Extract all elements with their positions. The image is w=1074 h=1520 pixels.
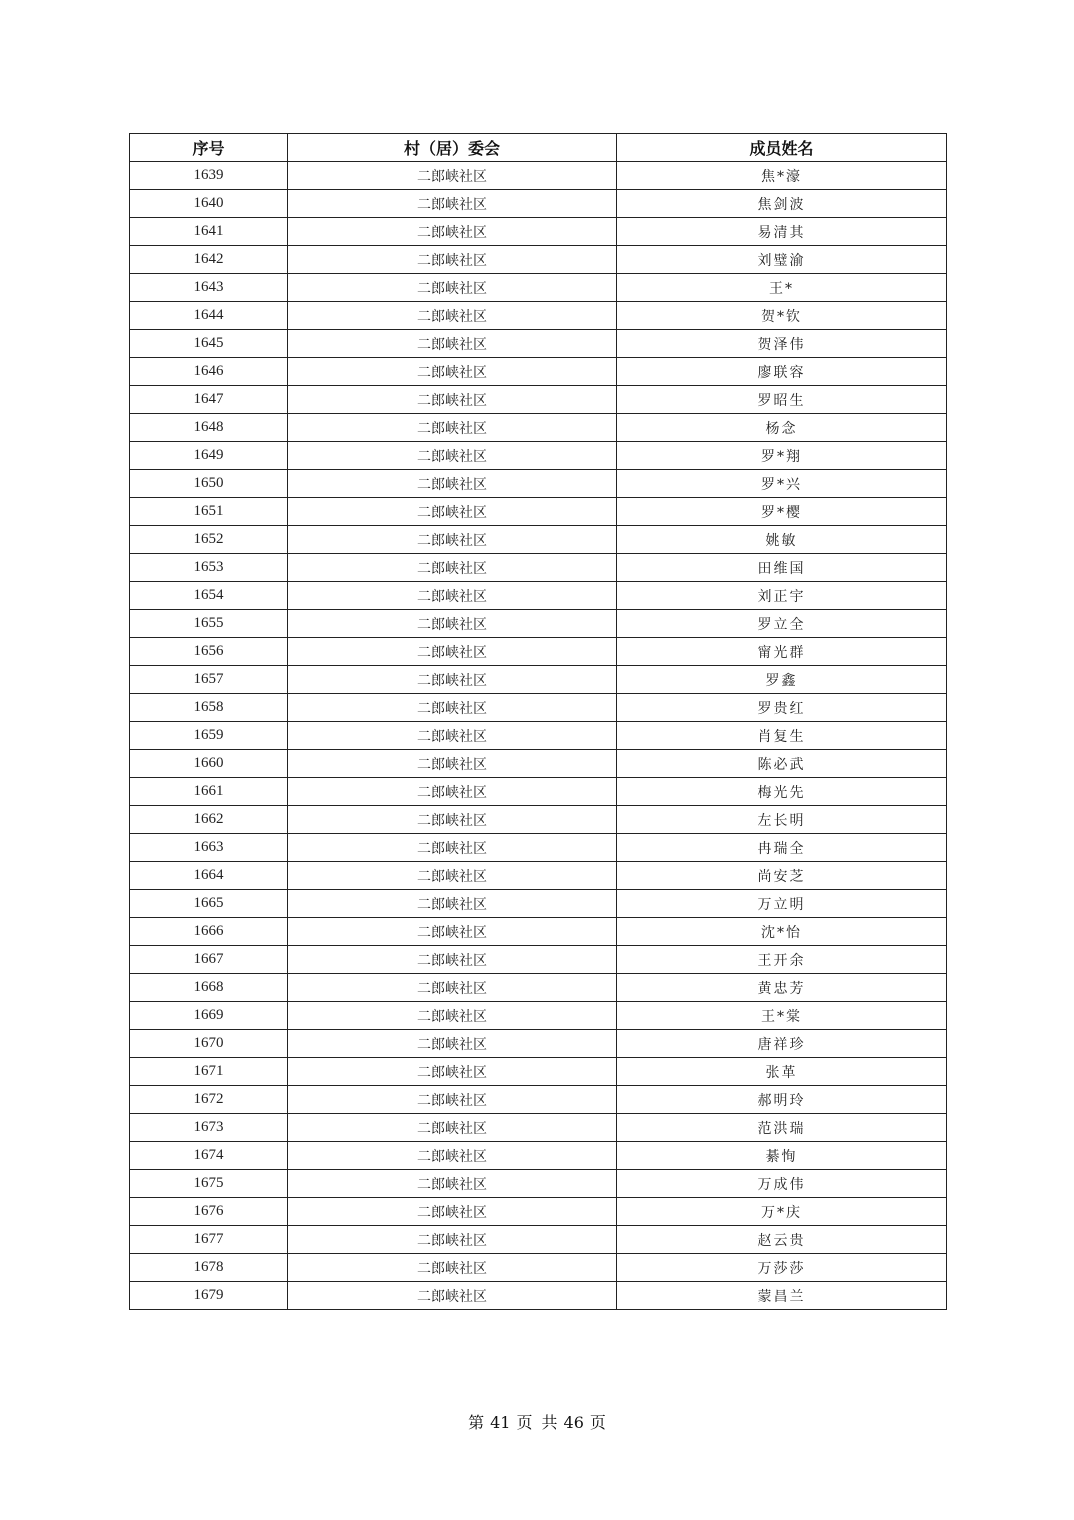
serial-number-cell: 1646	[130, 358, 288, 386]
committee-cell: 二郎峡社区	[288, 610, 617, 638]
serial-number-cell: 1658	[130, 694, 288, 722]
table-row	[130, 1142, 947, 1170]
member-name-cell: 唐祥珍	[617, 1030, 947, 1058]
committee-cell: 二郎峡社区	[288, 1086, 617, 1114]
member-name-cell: 罗鑫	[617, 666, 947, 694]
table-row	[130, 694, 947, 722]
table-row	[130, 246, 947, 274]
member-name-cell: 姚敏	[617, 526, 947, 554]
serial-number-cell: 1642	[130, 246, 288, 274]
serial-number-cell: 1641	[130, 218, 288, 246]
serial-number-cell: 1662	[130, 806, 288, 834]
table-row	[130, 666, 947, 694]
committee-cell: 二郎峡社区	[288, 722, 617, 750]
serial-number-cell: 1673	[130, 1114, 288, 1142]
committee-cell: 二郎峡社区	[288, 190, 617, 218]
member-name-cell: 焦剑波	[617, 190, 947, 218]
member-name-cell: 张革	[617, 1058, 947, 1086]
table-row	[130, 1114, 947, 1142]
member-name-cell: 刘正宇	[617, 582, 947, 610]
serial-number-cell: 1676	[130, 1198, 288, 1226]
committee-cell: 二郎峡社区	[288, 1282, 617, 1310]
committee-cell: 二郎峡社区	[288, 862, 617, 890]
serial-number-cell: 1670	[130, 1030, 288, 1058]
member-name-cell: 田维国	[617, 554, 947, 582]
committee-cell: 二郎峡社区	[288, 246, 617, 274]
committee-cell: 二郎峡社区	[288, 218, 617, 246]
committee-cell: 二郎峡社区	[288, 386, 617, 414]
table-row	[130, 218, 947, 246]
member-name-cell: 万成伟	[617, 1170, 947, 1198]
member-name-cell: 郝明玲	[617, 1086, 947, 1114]
serial-number-cell: 1653	[130, 554, 288, 582]
table-row	[130, 414, 947, 442]
table-header	[130, 134, 947, 162]
member-name-cell: 易清其	[617, 218, 947, 246]
serial-number-cell: 1677	[130, 1226, 288, 1254]
serial-number-cell: 1674	[130, 1142, 288, 1170]
member-name-cell: 赵云贵	[617, 1226, 947, 1254]
table-row	[130, 722, 947, 750]
member-name-cell: 杨念	[617, 414, 947, 442]
member-name-cell: 尚安芝	[617, 862, 947, 890]
serial-number-cell: 1644	[130, 302, 288, 330]
header-row	[130, 134, 947, 162]
serial-number-cell: 1649	[130, 442, 288, 470]
table-row	[130, 974, 947, 1002]
member-table	[129, 133, 947, 1310]
committee-cell: 二郎峡社区	[288, 274, 617, 302]
serial-number-cell: 1657	[130, 666, 288, 694]
table-row	[130, 946, 947, 974]
table-row	[130, 582, 947, 610]
serial-number-cell: 1647	[130, 386, 288, 414]
member-name-cell: 贺泽伟	[617, 330, 947, 358]
committee-cell: 二郎峡社区	[288, 750, 617, 778]
serial-number-cell: 1645	[130, 330, 288, 358]
serial-number-cell: 1672	[130, 1086, 288, 1114]
member-name-cell: 王*	[617, 274, 947, 302]
header-member-name: 成员姓名	[617, 134, 947, 162]
serial-number-cell: 1661	[130, 778, 288, 806]
table-row	[130, 554, 947, 582]
member-name-cell: 焦*濠	[617, 162, 947, 190]
member-name-cell: 沈*怡	[617, 918, 947, 946]
table-row	[130, 834, 947, 862]
member-name-cell: 冉瑞全	[617, 834, 947, 862]
footer-middle: 页 共	[516, 1413, 558, 1432]
serial-number-cell: 1678	[130, 1254, 288, 1282]
member-name-cell: 罗贵红	[617, 694, 947, 722]
footer-page-number: 41	[490, 1413, 511, 1432]
committee-cell: 二郎峡社区	[288, 414, 617, 442]
table-row	[130, 1226, 947, 1254]
member-name-cell: 梅光先	[617, 778, 947, 806]
committee-cell: 二郎峡社区	[288, 1002, 617, 1030]
member-name-cell: 万立明	[617, 890, 947, 918]
serial-number-cell: 1669	[130, 1002, 288, 1030]
table-row	[130, 1282, 947, 1310]
serial-number-cell: 1656	[130, 638, 288, 666]
serial-number-cell: 1654	[130, 582, 288, 610]
committee-cell: 二郎峡社区	[288, 470, 617, 498]
header-serial-number: 序号	[130, 134, 288, 162]
member-name-cell: 綦恂	[617, 1142, 947, 1170]
member-name-cell: 廖联容	[617, 358, 947, 386]
member-name-cell: 王*棠	[617, 1002, 947, 1030]
table-row	[130, 302, 947, 330]
committee-cell: 二郎峡社区	[288, 582, 617, 610]
committee-cell: 二郎峡社区	[288, 330, 617, 358]
serial-number-cell: 1652	[130, 526, 288, 554]
committee-cell: 二郎峡社区	[288, 1226, 617, 1254]
serial-number-cell: 1666	[130, 918, 288, 946]
member-name-cell: 肖复生	[617, 722, 947, 750]
member-name-cell: 王开余	[617, 946, 947, 974]
member-name-cell: 黄忠芳	[617, 974, 947, 1002]
table-row	[130, 918, 947, 946]
member-name-cell: 罗*翔	[617, 442, 947, 470]
footer-suffix: 页	[589, 1413, 606, 1432]
committee-cell: 二郎峡社区	[288, 1114, 617, 1142]
footer-total-pages: 46	[563, 1413, 584, 1432]
committee-cell: 二郎峡社区	[288, 162, 617, 190]
table-row	[130, 470, 947, 498]
member-name-cell: 甯光群	[617, 638, 947, 666]
member-name-cell: 蒙昌兰	[617, 1282, 947, 1310]
committee-cell: 二郎峡社区	[288, 890, 617, 918]
header-committee: 村（居）委会	[288, 134, 617, 162]
table-row	[130, 1170, 947, 1198]
serial-number-cell: 1651	[130, 498, 288, 526]
committee-cell: 二郎峡社区	[288, 638, 617, 666]
member-name-cell: 万*庆	[617, 1198, 947, 1226]
member-name-cell: 左长明	[617, 806, 947, 834]
serial-number-cell: 1655	[130, 610, 288, 638]
table-row	[130, 862, 947, 890]
member-name-cell: 罗立全	[617, 610, 947, 638]
table-row	[130, 162, 947, 190]
serial-number-cell: 1659	[130, 722, 288, 750]
serial-number-cell: 1648	[130, 414, 288, 442]
table-row	[130, 1198, 947, 1226]
table-row	[130, 1086, 947, 1114]
serial-number-cell: 1664	[130, 862, 288, 890]
table-row	[130, 190, 947, 218]
committee-cell: 二郎峡社区	[288, 974, 617, 1002]
table-row	[130, 1058, 947, 1086]
committee-cell: 二郎峡社区	[288, 358, 617, 386]
committee-cell: 二郎峡社区	[288, 834, 617, 862]
committee-cell: 二郎峡社区	[288, 554, 617, 582]
table-row	[130, 498, 947, 526]
footer-prefix: 第	[468, 1413, 485, 1432]
table-row	[130, 1254, 947, 1282]
table-row	[130, 526, 947, 554]
committee-cell: 二郎峡社区	[288, 1142, 617, 1170]
committee-cell: 二郎峡社区	[288, 918, 617, 946]
table-row	[130, 1002, 947, 1030]
table-row	[130, 386, 947, 414]
member-name-cell: 贺*钦	[617, 302, 947, 330]
serial-number-cell: 1667	[130, 946, 288, 974]
serial-number-cell: 1675	[130, 1170, 288, 1198]
table-body	[130, 162, 947, 1310]
member-name-cell: 刘璧渝	[617, 246, 947, 274]
member-name-cell: 陈必武	[617, 750, 947, 778]
serial-number-cell: 1640	[130, 190, 288, 218]
table-row	[130, 610, 947, 638]
member-name-cell: 罗昭生	[617, 386, 947, 414]
serial-number-cell: 1665	[130, 890, 288, 918]
committee-cell: 二郎峡社区	[288, 1170, 617, 1198]
committee-cell: 二郎峡社区	[288, 694, 617, 722]
committee-cell: 二郎峡社区	[288, 1030, 617, 1058]
serial-number-cell: 1663	[130, 834, 288, 862]
table-row	[130, 638, 947, 666]
table-row	[130, 778, 947, 806]
table-row	[130, 442, 947, 470]
committee-cell: 二郎峡社区	[288, 1198, 617, 1226]
committee-cell: 二郎峡社区	[288, 778, 617, 806]
committee-cell: 二郎峡社区	[288, 806, 617, 834]
serial-number-cell: 1639	[130, 162, 288, 190]
committee-cell: 二郎峡社区	[288, 946, 617, 974]
serial-number-cell: 1679	[130, 1282, 288, 1310]
committee-cell: 二郎峡社区	[288, 1058, 617, 1086]
committee-cell: 二郎峡社区	[288, 302, 617, 330]
table-row	[130, 330, 947, 358]
table-row	[130, 890, 947, 918]
committee-cell: 二郎峡社区	[288, 498, 617, 526]
serial-number-cell: 1643	[130, 274, 288, 302]
table-row	[130, 274, 947, 302]
serial-number-cell: 1650	[130, 470, 288, 498]
serial-number-cell: 1668	[130, 974, 288, 1002]
table-row	[130, 1030, 947, 1058]
table-row	[130, 358, 947, 386]
member-name-cell: 罗*樱	[617, 498, 947, 526]
serial-number-cell: 1660	[130, 750, 288, 778]
table-row	[130, 750, 947, 778]
page-footer	[0, 1410, 1074, 1433]
member-name-cell: 范洪瑞	[617, 1114, 947, 1142]
committee-cell: 二郎峡社区	[288, 526, 617, 554]
committee-cell: 二郎峡社区	[288, 1254, 617, 1282]
member-name-cell: 罗*兴	[617, 470, 947, 498]
table-row	[130, 806, 947, 834]
committee-cell: 二郎峡社区	[288, 442, 617, 470]
serial-number-cell: 1671	[130, 1058, 288, 1086]
member-name-cell: 万莎莎	[617, 1254, 947, 1282]
committee-cell: 二郎峡社区	[288, 666, 617, 694]
